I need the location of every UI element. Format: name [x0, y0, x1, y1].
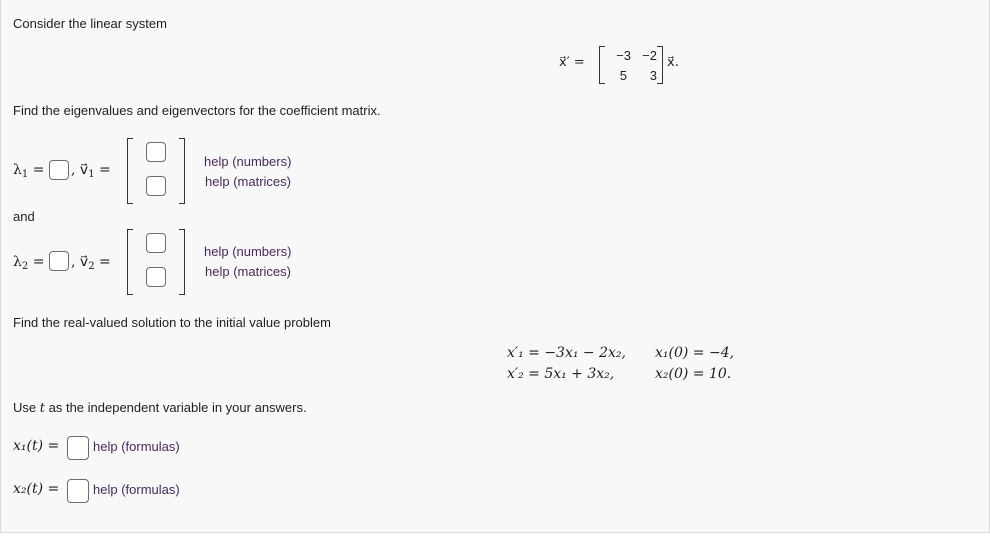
ivp-ic1: x₁(0) = −4,: [655, 345, 735, 361]
lambda2-label: $\lambda_2$ =: [13, 254, 45, 272]
x2-input[interactable]: [67, 479, 89, 503]
ivp-eq2: x′₂ = 5x₁ + 3x₂,: [507, 366, 615, 382]
help-formulas-link-2[interactable]: help (formulas): [93, 482, 180, 497]
ivp-instruction: Find the real-valued solution to the initial value problem: [13, 315, 331, 330]
help-matrices-link-2[interactable]: help (matrices): [205, 264, 291, 279]
help-numbers-link-1[interactable]: help (numbers): [204, 154, 292, 169]
intro-text: Consider the linear system: [13, 16, 167, 31]
v2-input-top[interactable]: [146, 233, 166, 253]
ivp-eq1: x′₁ = −3x₁ − 2x₂,: [507, 345, 626, 361]
matrix-left-bracket: [599, 46, 605, 84]
lambda1-label: $\lambda_1$ =: [13, 162, 45, 180]
x1-label: x₁(t) =: [13, 438, 60, 454]
v2-input-bottom[interactable]: [146, 267, 166, 287]
v1-label: , $v⃗_1$ =: [71, 162, 111, 180]
independent-variable-note: Use t as the independent variable in your answers.: [13, 400, 307, 416]
v1-input-top[interactable]: [146, 142, 166, 162]
help-numbers-link-2[interactable]: help (numbers): [204, 244, 292, 259]
v2-right-bracket: [179, 229, 185, 295]
v1-input-bottom[interactable]: [146, 176, 166, 196]
matrix-cell-0-1: −2: [642, 48, 657, 63]
system-lhs: x⃗′ =: [559, 55, 585, 70]
eigen-instruction: Find the eigenvalues and eigenvectors for the coefficient matrix.: [13, 103, 381, 118]
x1-input[interactable]: [67, 436, 89, 460]
matrix-cell-1-0: 5: [619, 68, 627, 83]
matrix-right-bracket: [657, 46, 663, 84]
and-text: and: [13, 209, 35, 224]
v2-left-bracket: [127, 229, 133, 295]
matrix-cell-1-1: 3: [649, 68, 657, 83]
v2-label: , $v⃗_2$ =: [71, 254, 111, 272]
matrix-cell-0-0: −3: [616, 48, 631, 63]
help-matrices-link-1[interactable]: help (matrices): [205, 174, 291, 189]
x2-label: x₂(t) =: [13, 481, 60, 497]
ivp-ic2: x₂(0) = 10.: [655, 366, 732, 382]
system-rhs: x⃗.: [667, 55, 679, 70]
independent-variable: t: [39, 401, 45, 416]
system-equation: [559, 44, 689, 86]
v1-right-bracket: [179, 138, 185, 204]
lambda2-input[interactable]: [49, 251, 69, 271]
v1-left-bracket: [127, 138, 133, 204]
lambda1-input[interactable]: [49, 160, 69, 180]
eigen2-row: [13, 226, 313, 298]
help-formulas-link-1[interactable]: help (formulas): [93, 439, 180, 454]
eigen1-row: [13, 136, 313, 208]
